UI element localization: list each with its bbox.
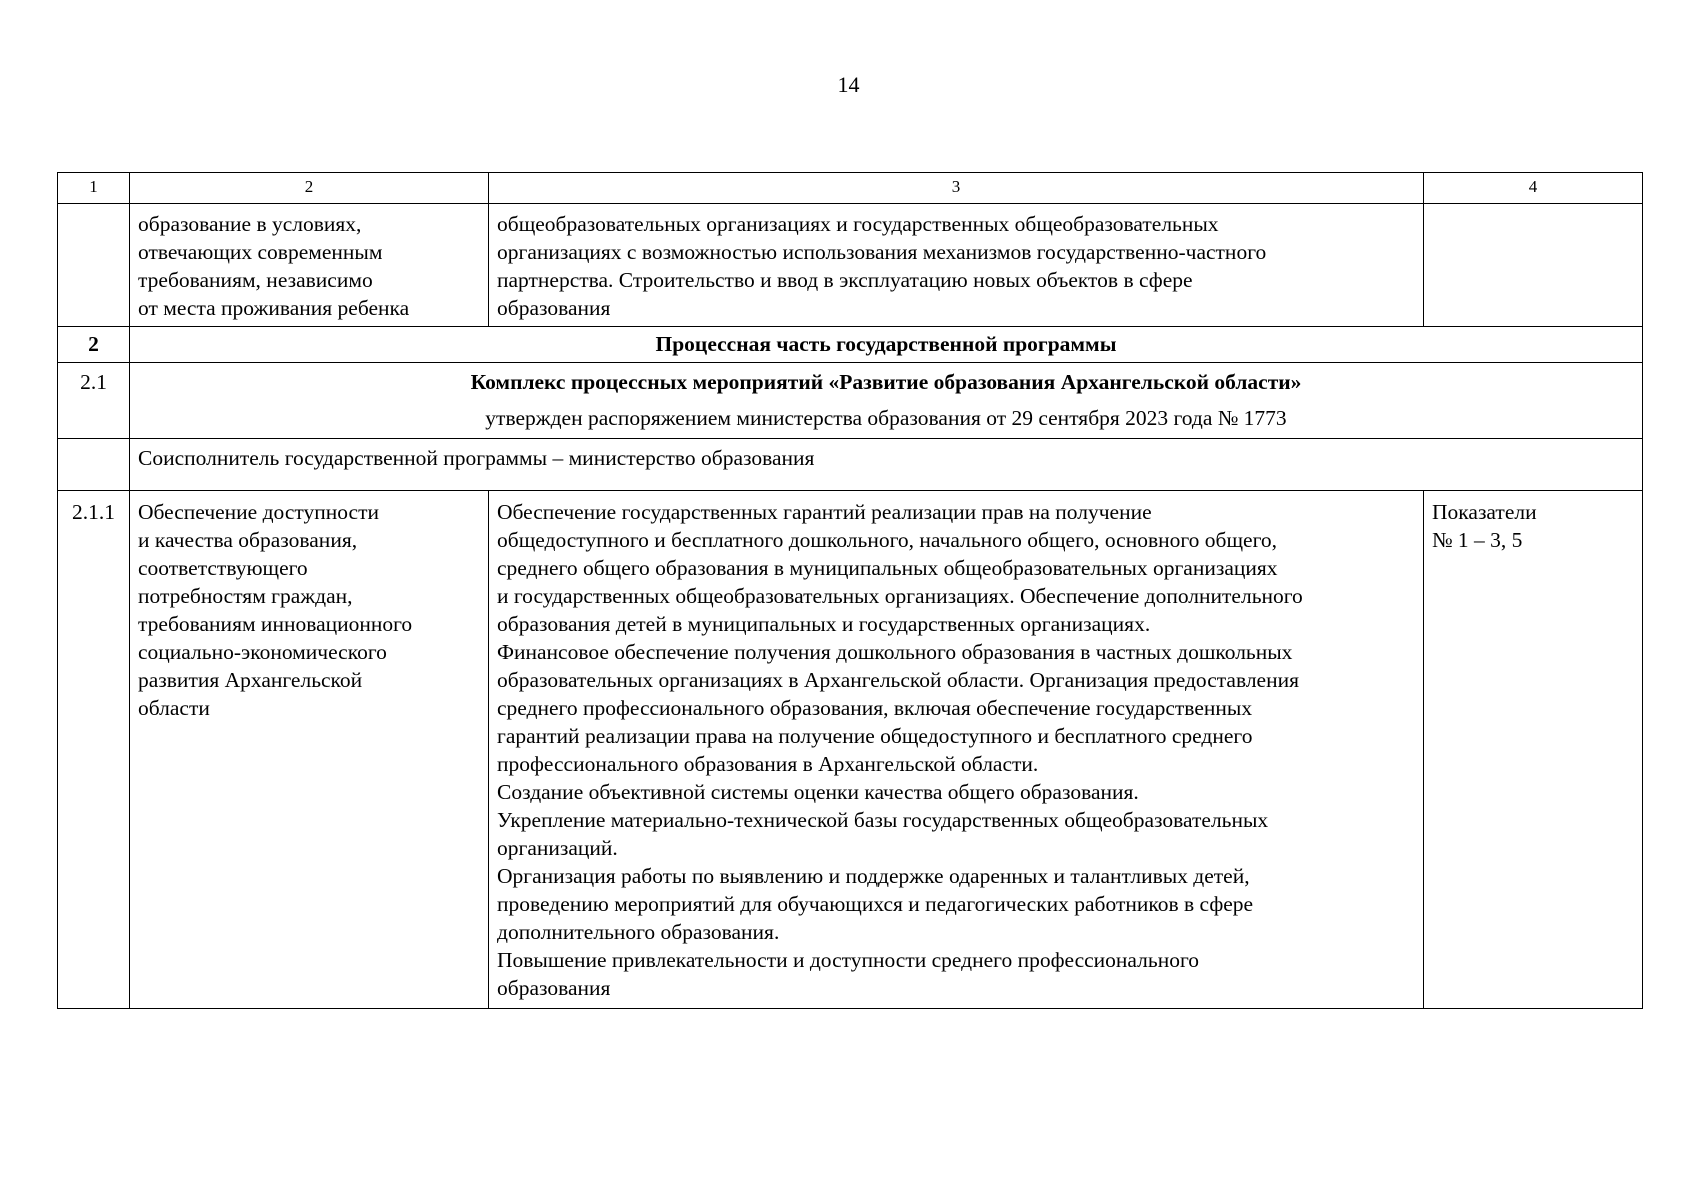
text-line: требованиям инновационного [138, 612, 413, 636]
text-line: партнерства. Строительство и ввод в эксплуатацию новых объектов в сфере [497, 268, 1193, 292]
text-line: Финансовое обеспечение получения дошкольного образования в частных дошкольных [497, 640, 1293, 664]
text-line: среднего профессионального образования, включая обеспечение государственных [497, 696, 1253, 720]
continuation-indicators-cell [1424, 204, 1643, 327]
text-line: образования [497, 976, 611, 1000]
continuation-row [58, 204, 1643, 327]
text-line: образования [497, 296, 611, 320]
page-number: 14 [837, 72, 860, 97]
text-line: соответствующего [138, 556, 308, 580]
item-task-cell [130, 491, 489, 1009]
text-line: Укрепление материально-технической базы государственных общеобразовательных [497, 808, 1269, 832]
coexecutor-text: Соисполнитель государственной программы – министерство образования [130, 439, 1643, 491]
text-line: организациях с возможностью использования механизмов государственно-частного [497, 240, 1267, 264]
text-line: Создание объективной системы оценки качества общего образования. [497, 780, 1139, 804]
item-number: 2.1.1 [58, 491, 130, 1009]
section-number: 2 [58, 327, 130, 363]
text-line: требованиям, независимо [138, 268, 373, 292]
header-col-1: 1 [58, 173, 130, 204]
subsection-title: Комплекс процессных мероприятий «Развитие образования Архангельской области» [470, 370, 1302, 394]
text-line: образования детей в муниципальных и государственных организациях. [497, 612, 1151, 636]
subsection-approval-note: утвержден распоряжением министерства образования от 29 сентября 2023 года № 1773 [485, 406, 1287, 430]
text-line: Повышение привлекательности и доступности среднего профессионального [497, 948, 1199, 972]
text-line: профессионального образования в Архангельской области. [497, 752, 1039, 776]
header-col-2: 2 [130, 173, 489, 204]
item-row [58, 491, 1643, 1009]
text-line: Обеспечение государственных гарантий реализации прав на получение [497, 500, 1152, 524]
continuation-task-cell [130, 204, 489, 327]
text-line: общедоступного и бесплатного дошкольного, начального общего, основного общего, [497, 528, 1277, 552]
subsection-number: 2.1 [58, 363, 130, 439]
table-header-row [58, 173, 1643, 204]
header-col-3: 3 [489, 173, 1424, 204]
coexecutor-number-cell [58, 439, 130, 491]
text-line: гарантий реализации права на получение общедоступного и бесплатного среднего [497, 724, 1253, 748]
item-indicators-cell [1424, 491, 1643, 1009]
text-line: отвечающих современным [138, 240, 383, 264]
text-line: и государственных общеобразовательных организациях. Обеспечение дополнительного [497, 584, 1303, 608]
text-line: общеобразовательных организациях и государственных общеобразовательных [497, 212, 1219, 236]
header-col-4: 4 [1424, 173, 1643, 204]
subsection-cell [130, 363, 1643, 439]
continuation-number-cell [58, 204, 130, 327]
text-line: организаций. [497, 836, 618, 860]
text-line: образовательных организациях в Архангельской области. Организация предоставления [497, 668, 1299, 692]
text-line: среднего общего образования в муниципальных общеобразовательных организациях [497, 556, 1278, 580]
text-line: Обеспечение доступности [138, 500, 379, 524]
text-line: Показатели [1432, 500, 1537, 524]
continuation-description-cell [489, 204, 1424, 327]
text-line: социально-экономического [138, 640, 387, 664]
program-table [57, 172, 1643, 1009]
text-line: от места проживания ребенка [138, 296, 410, 320]
text-line: дополнительного образования. [497, 920, 780, 944]
text-line: области [138, 696, 210, 720]
text-line: развития Архангельской [138, 668, 363, 692]
section-row [58, 327, 1643, 363]
text-line: потребностям граждан, [138, 584, 353, 608]
subsection-row [58, 363, 1643, 439]
text-line: образование в условиях, [138, 212, 362, 236]
section-title: Процессная часть государственной программы [130, 327, 1643, 363]
text-line: и качества образования, [138, 528, 358, 552]
item-description-cell [489, 491, 1424, 1009]
text-line: № 1 – 3, 5 [1432, 528, 1523, 552]
coexecutor-row [58, 439, 1643, 491]
text-line: проведению мероприятий для обучающихся и педагогических работников в сфере [497, 892, 1254, 916]
text-line: Организация работы по выявлению и поддержке одаренных и талантливых детей, [497, 864, 1250, 888]
